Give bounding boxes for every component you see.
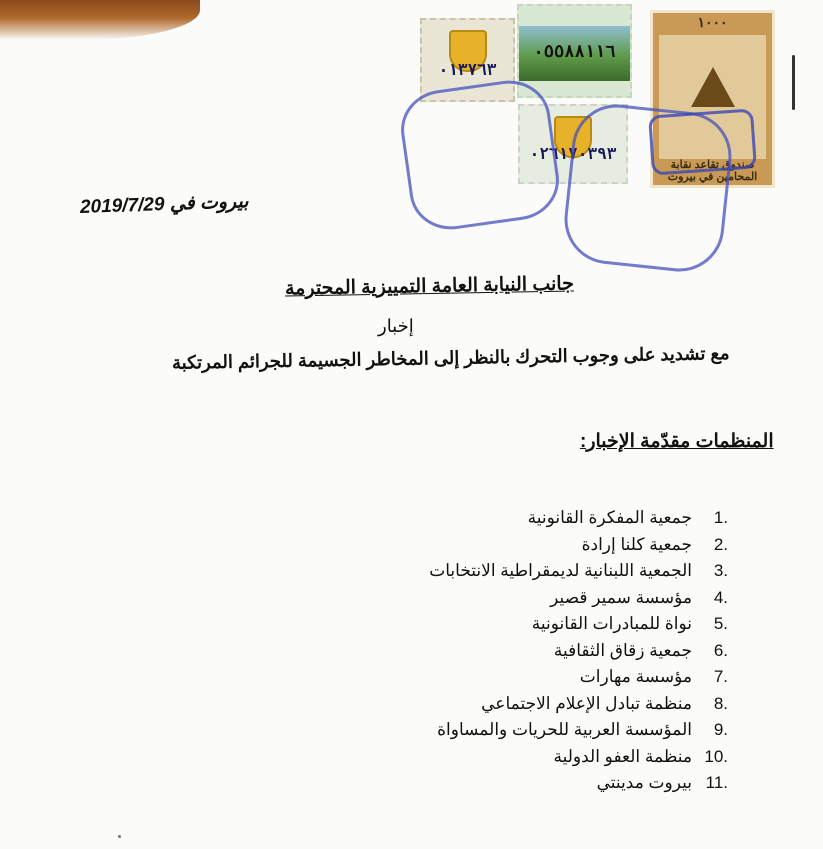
stamp-denomination: ١٠٠٠: [697, 16, 728, 31]
list-number: 2.: [713, 534, 728, 554]
organization-name: المؤسسة العربية للحريات والمساواة: [437, 720, 692, 739]
subject-line: مع تشديد على وجوب التحرك بالنظر إلى المخاطر الجسيمة للجرائم المرتكبة: [171, 343, 730, 373]
stamp-caption: صندوق تقاعد نقابة المحامين في بيروت: [667, 159, 758, 183]
organization-name: مؤسسة مهارات: [579, 667, 692, 686]
list-item: [429, 744, 728, 771]
organization-name: منظمة العفو الدولية: [553, 746, 692, 766]
list-item: [429, 611, 728, 638]
organization-name: بيروت مدينتي: [596, 773, 692, 792]
stamp-serial: ٠٢٦١٧٠٣٩٣: [529, 144, 617, 163]
stamp-serial: ٠١٣٧٦٣: [438, 60, 497, 79]
paper-corner-shadow: [0, 0, 200, 40]
list-item: [429, 638, 728, 665]
organization-name: جمعية المفكرة القانونية: [527, 508, 692, 527]
list-item: [429, 558, 728, 585]
organization-name: جمعية كلنا إرادة: [581, 534, 692, 554]
recipient-heading: جانب النيابة العامة التمييزية المحترمة: [284, 273, 575, 300]
list-number: 8.: [713, 693, 728, 713]
revenue-stamp-forest: [517, 4, 632, 98]
pen-mark: [792, 55, 795, 110]
list-item: [429, 770, 728, 797]
list-item: [429, 532, 728, 559]
list-number: 3.: [713, 561, 728, 580]
list-item: [429, 585, 728, 612]
organization-name: جمعية زقاق الثقافية: [553, 640, 692, 660]
paper-speck: [118, 835, 121, 838]
list-number: 10.: [704, 746, 728, 766]
organization-name: منظمة تبادل الإعلام الاجتماعي: [481, 693, 692, 713]
stamp-serial: ٠٥٥٨٨١١٦: [533, 42, 616, 62]
list-number: 5.: [713, 614, 728, 633]
list-number: 1.: [713, 508, 728, 527]
list-number: 11.: [705, 773, 728, 792]
list-number: 6.: [713, 640, 728, 660]
list-number: 9.: [713, 720, 728, 739]
list-item: [429, 664, 728, 691]
organizations-heading: المنظمات مقدّمة الإخبار:: [580, 431, 774, 452]
list-item: [429, 717, 728, 744]
document-type: إخبار: [378, 316, 414, 336]
date-line: بيروت في 2019/7/29: [79, 191, 249, 218]
list-item: [429, 505, 728, 532]
organization-name: مؤسسة سمير قصير: [550, 587, 692, 607]
official-seal-ministry-of-justice: [396, 75, 564, 235]
organizations-list: [429, 505, 728, 797]
cedar-tree-icon: [691, 67, 735, 107]
organization-name: الجمعية اللبنانية لديمقراطية الانتخابات: [429, 561, 692, 580]
official-seal-rectangular: [648, 108, 757, 175]
organization-name: نواة للمبادرات القانونية: [531, 614, 692, 633]
list-number: 7.: [713, 667, 728, 686]
list-number: 4.: [713, 587, 728, 607]
list-item: [429, 691, 728, 718]
